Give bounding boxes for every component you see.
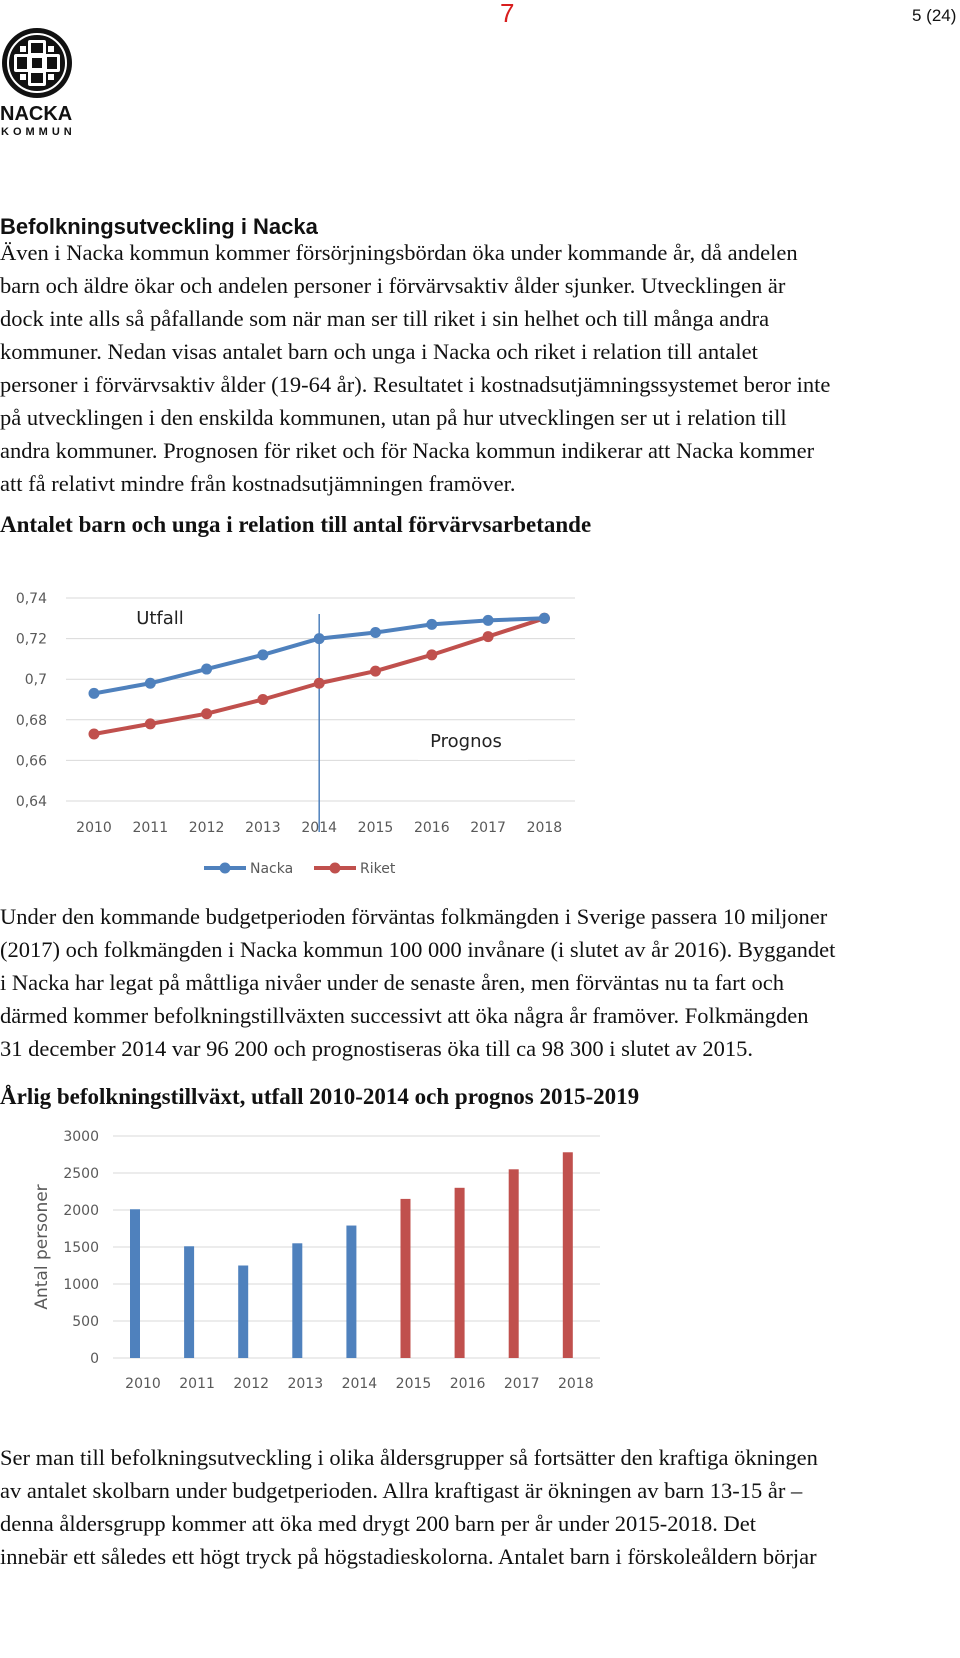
y-tick-label: 500 bbox=[72, 1314, 99, 1330]
y-tick-label: 0,74 bbox=[15, 591, 47, 607]
legend-label-nacka: Nacka bbox=[250, 861, 294, 877]
y-tick-label: 0,66 bbox=[15, 753, 47, 770]
x-tick-label: 2011 bbox=[132, 820, 169, 836]
x-tick-label: 2015 bbox=[357, 820, 394, 836]
data-point-nacka bbox=[201, 664, 212, 675]
data-point-riket bbox=[201, 708, 212, 719]
x-tick-label: 2018 bbox=[526, 820, 563, 836]
paragraph-line: av antalet skolbarn under budgetperioden. Allra kraftigast är ökningen av barn 13-15 år – bbox=[0, 1478, 803, 1503]
y-tick-label: 3000 bbox=[63, 1129, 99, 1145]
x-tick-label: 2013 bbox=[287, 1376, 324, 1392]
x-tick-label: 2010 bbox=[125, 1376, 161, 1392]
intro-paragraph bbox=[0, 236, 958, 500]
data-point-riket bbox=[89, 729, 100, 740]
data-point-nacka bbox=[426, 619, 437, 630]
data-point-nacka bbox=[89, 688, 100, 699]
paragraph-line: Under den kommande budgetperioden förväntas folkmängden i Sverige passera 10 miljoner bbox=[0, 904, 828, 929]
paragraph-line: 31 december 2014 var 96 200 och prognostiseras öka till ca 98 300 i slutet av 2015. bbox=[0, 1036, 753, 1061]
y-tick-label: 0,68 bbox=[15, 712, 47, 729]
bar-2014 bbox=[346, 1226, 356, 1358]
x-tick-label: 2013 bbox=[245, 820, 281, 836]
bar-2016 bbox=[455, 1188, 465, 1358]
bar-2011 bbox=[184, 1246, 194, 1358]
data-point-nacka bbox=[370, 627, 381, 638]
y-axis-title: Antal personer bbox=[32, 1184, 52, 1310]
paragraph-line: personer i förvärvsaktiv ålder (19-64 år). Resultatet i kostnadsutjämningssystemet beror inte bbox=[0, 372, 831, 397]
data-point-nacka bbox=[145, 678, 156, 689]
x-tick-label: 2016 bbox=[413, 820, 450, 836]
y-tick-label: 2000 bbox=[63, 1203, 99, 1219]
paragraph-line: denna åldersgrupp kommer att öka med drygt 200 barn per år under 2015-2018. Det bbox=[0, 1511, 757, 1536]
annotation-utfall: Utfall bbox=[136, 608, 184, 629]
annotation-prognos: Prognos bbox=[430, 731, 502, 752]
y-tick-label: 1500 bbox=[63, 1240, 99, 1256]
bar-2010 bbox=[130, 1209, 140, 1358]
paragraph-line: i Nacka har legat på måttliga nivåer under de senaste åren, men förväntas nu ta fart och bbox=[0, 970, 785, 995]
nacka-emblem-icon bbox=[0, 26, 78, 104]
data-point-nacka bbox=[539, 613, 550, 624]
data-point-riket bbox=[314, 678, 325, 689]
x-tick-label: 2017 bbox=[470, 820, 506, 836]
x-tick-label: 2012 bbox=[233, 1376, 270, 1392]
paragraph-line: att få relativt mindre från kostnadsutjämningen framöver. bbox=[0, 471, 516, 496]
y-tick-label: 0,72 bbox=[15, 631, 47, 648]
y-tick-label: 0,7 bbox=[24, 672, 47, 689]
growth-bar-chart bbox=[0, 1115, 660, 1415]
legend-marker-nacka bbox=[220, 863, 231, 874]
nacka-logo bbox=[0, 26, 80, 109]
chart1-heading: Antalet barn och unga i relation till antal förvärvsarbetande bbox=[0, 512, 592, 537]
paragraph-line: på utvecklingen i den enskilda kommunen, utan på hur utvecklingen ser ut i relation till bbox=[0, 405, 787, 430]
paragraph-line: (2017) och folkmängden i Nacka kommun 100 000 invånare (i slutet av år 2016). Byggandet bbox=[0, 937, 836, 962]
bar-2018 bbox=[563, 1152, 573, 1358]
logo-subtitle: KOMMUN bbox=[1, 126, 76, 138]
y-tick-label: 1000 bbox=[63, 1277, 99, 1293]
page-counter: 5 (24) bbox=[912, 6, 957, 25]
x-tick-label: 2016 bbox=[449, 1376, 486, 1392]
ratio-line-chart bbox=[0, 570, 640, 890]
y-tick-label: 0,64 bbox=[15, 794, 47, 810]
paragraph-line: kommuner. Nedan visas antalet barn och unga i Nacka och riket i relation till antalet bbox=[0, 339, 758, 364]
paragraph-line: dock inte alls så påfallande som när man ser till riket i sin helhet och till många andra bbox=[0, 306, 770, 331]
data-point-nacka bbox=[257, 649, 268, 660]
paragraph-line: barn och äldre ökar och andelen personer i förvärvsaktiv ålder sjunker. Utvecklingen är bbox=[0, 273, 786, 298]
red-page-number: 7 bbox=[500, 0, 515, 28]
legend-marker-riket bbox=[330, 863, 341, 874]
x-tick-label: 2012 bbox=[188, 820, 225, 836]
x-tick-label: 2015 bbox=[395, 1376, 432, 1392]
x-tick-label: 2017 bbox=[503, 1376, 540, 1392]
y-tick-label: 2500 bbox=[63, 1166, 99, 1182]
x-tick-label: 2014 bbox=[341, 1376, 378, 1392]
paragraph-line: innebär ett således ett högt tryck på högstadieskolorna. Antalet barn i förskoleåldern börjar bbox=[0, 1544, 817, 1569]
age-groups-paragraph bbox=[0, 1441, 958, 1573]
paragraph-line: därmed kommer befolkningstillväxten successivt att öka några år framöver. Folkmängden bbox=[0, 1003, 809, 1028]
paragraph-line: andra kommuner. Prognosen för riket och för Nacka kommun indikerar att Nacka kommer bbox=[0, 438, 815, 463]
y-tick-label: 0 bbox=[90, 1351, 99, 1367]
paragraph-line: Ser man till befolkningsutveckling i olika åldersgrupper så fortsätter den kraftiga ökningen bbox=[0, 1445, 818, 1470]
bar-2015 bbox=[401, 1199, 411, 1358]
data-point-riket bbox=[426, 649, 437, 660]
x-tick-label: 2010 bbox=[76, 820, 112, 836]
paragraph-line: Även i Nacka kommun kommer försörjningsbördan öka under kommande år, då andelen bbox=[0, 240, 798, 265]
population-paragraph bbox=[0, 900, 958, 1065]
data-point-nacka bbox=[483, 615, 494, 626]
x-tick-label: 2018 bbox=[557, 1376, 594, 1392]
bar-2013 bbox=[292, 1243, 302, 1358]
bar-2012 bbox=[238, 1266, 248, 1359]
x-tick-label: 2014 bbox=[301, 820, 338, 836]
data-point-riket bbox=[145, 718, 156, 729]
legend-label-riket: Riket bbox=[360, 861, 396, 877]
data-point-nacka bbox=[314, 633, 325, 644]
logo-wordmark: NACKA bbox=[0, 103, 73, 125]
data-point-riket bbox=[483, 631, 494, 642]
bar-2017 bbox=[509, 1169, 519, 1358]
data-point-riket bbox=[370, 666, 381, 677]
chart2-heading: Årlig befolkningstillväxt, utfall 2010-2014 och prognos 2015-2019 bbox=[0, 1084, 640, 1109]
data-point-riket bbox=[257, 694, 268, 705]
x-tick-label: 2011 bbox=[179, 1376, 215, 1392]
section-title: Befolkningsutveckling i Nacka bbox=[0, 214, 318, 239]
